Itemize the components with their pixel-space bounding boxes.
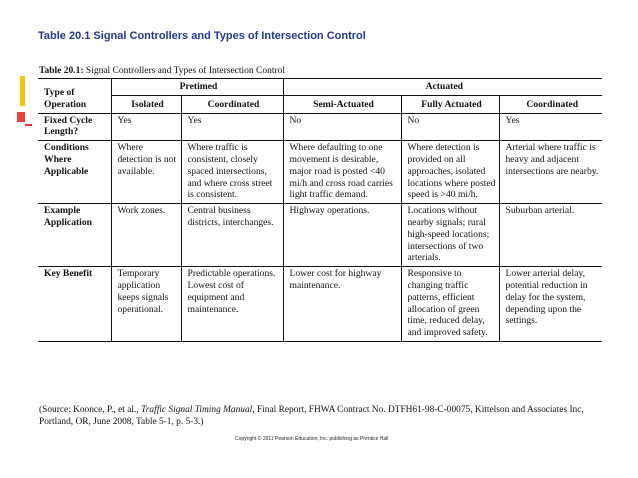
decorative-red-block (17, 112, 25, 122)
group-header-actuated: Actuated (283, 79, 602, 96)
table-cell: Yes (499, 113, 602, 141)
table-cell: Lower arterial delay, potential reduction in delay for the system, depending upon the settings. (499, 267, 602, 342)
table-cell: Where detection is provided on all approaches, isolated locations where posted speed is >40 mi/h. (401, 141, 499, 204)
table-cell: Yes (111, 113, 181, 141)
decorative-red-dash (25, 124, 32, 126)
table-caption (39, 66, 285, 76)
table-cell: Work zones. (111, 204, 181, 267)
corner-header-line2: Operation (44, 98, 87, 110)
column-header: Semi-Actuated (283, 95, 401, 113)
table-cell: Arterial where traffic is heavy and adjacent intersections are nearby. (499, 141, 602, 204)
table-row (38, 204, 602, 267)
table-cell: Where defaulting to one movement is desirable, major road is posted <40 mi/h and cross road carries light traffic demand. (283, 141, 401, 204)
table-caption-text: Signal Controllers and Types of Intersection Control (83, 66, 286, 76)
copyright-notice: Copyright © 2011 Pearson Education, Inc. publishing as Prentice Hall (235, 436, 389, 442)
table-cell: Yes (181, 113, 283, 141)
source-title: Traffic Signal Timing Manual (141, 405, 253, 415)
table-cell: Locations without nearby signals; rural high-speed locations; intersections of two arterials. (401, 204, 499, 267)
row-label: Key Benefit (38, 267, 111, 342)
corner-header-line1: Type of (44, 87, 75, 98)
table-row (38, 141, 602, 204)
table-cell: Central business districts, interchanges. (181, 204, 283, 267)
table-cell: Predictable operations. Lowest cost of equipment and maintenance. (181, 267, 283, 342)
column-header: Isolated (111, 95, 181, 113)
row-label: Conditions Where Applicable (38, 141, 111, 204)
corner-header (38, 79, 111, 114)
table-cell: Responsive to changing traffic patterns, efficient allocation of green time, reduced delay, and improved safety. (401, 267, 499, 342)
column-header: Fully Actuated (401, 95, 499, 113)
decorative-yellow-bar (20, 76, 25, 106)
column-header: Coordinated (499, 95, 602, 113)
table-row (38, 267, 602, 342)
table-cell: Suburban arterial. (499, 204, 602, 267)
column-header: Coordinated (181, 95, 283, 113)
table-cell: No (283, 113, 401, 141)
table-row (38, 113, 602, 141)
table-cell: Lower cost for highway maintenance. (283, 267, 401, 342)
table-cell: No (401, 113, 499, 141)
table-caption-label: Table 20.1: (39, 66, 84, 76)
table-cell: Highway operations. (283, 204, 401, 267)
source-suffix: , Final Report, FHWA Contract No. DTFH61-98-C-00075, Kittelson and Associates Inc, Portland, OR, June 2008, Table 5-1, p. 5-3.) (39, 405, 584, 427)
slide-title: Table 20.1 Signal Controllers and Types of Intersection Control (38, 30, 366, 42)
table-cell: Where detection is not available. (111, 141, 181, 204)
source-prefix: (Source: Koonce, P., et al., (39, 405, 142, 415)
table-cell: Temporary application keeps signals operational. (111, 267, 181, 342)
group-header-pretimed: Pretimed (111, 79, 283, 96)
row-label: Fixed Cycle Length? (38, 113, 111, 141)
table-cell: Where traffic is consistent, closely spaced intersections, and where cross street is consistent. (181, 141, 283, 204)
row-label: Example Application (38, 204, 111, 267)
source-note (39, 404, 599, 428)
controller-table (38, 78, 602, 342)
